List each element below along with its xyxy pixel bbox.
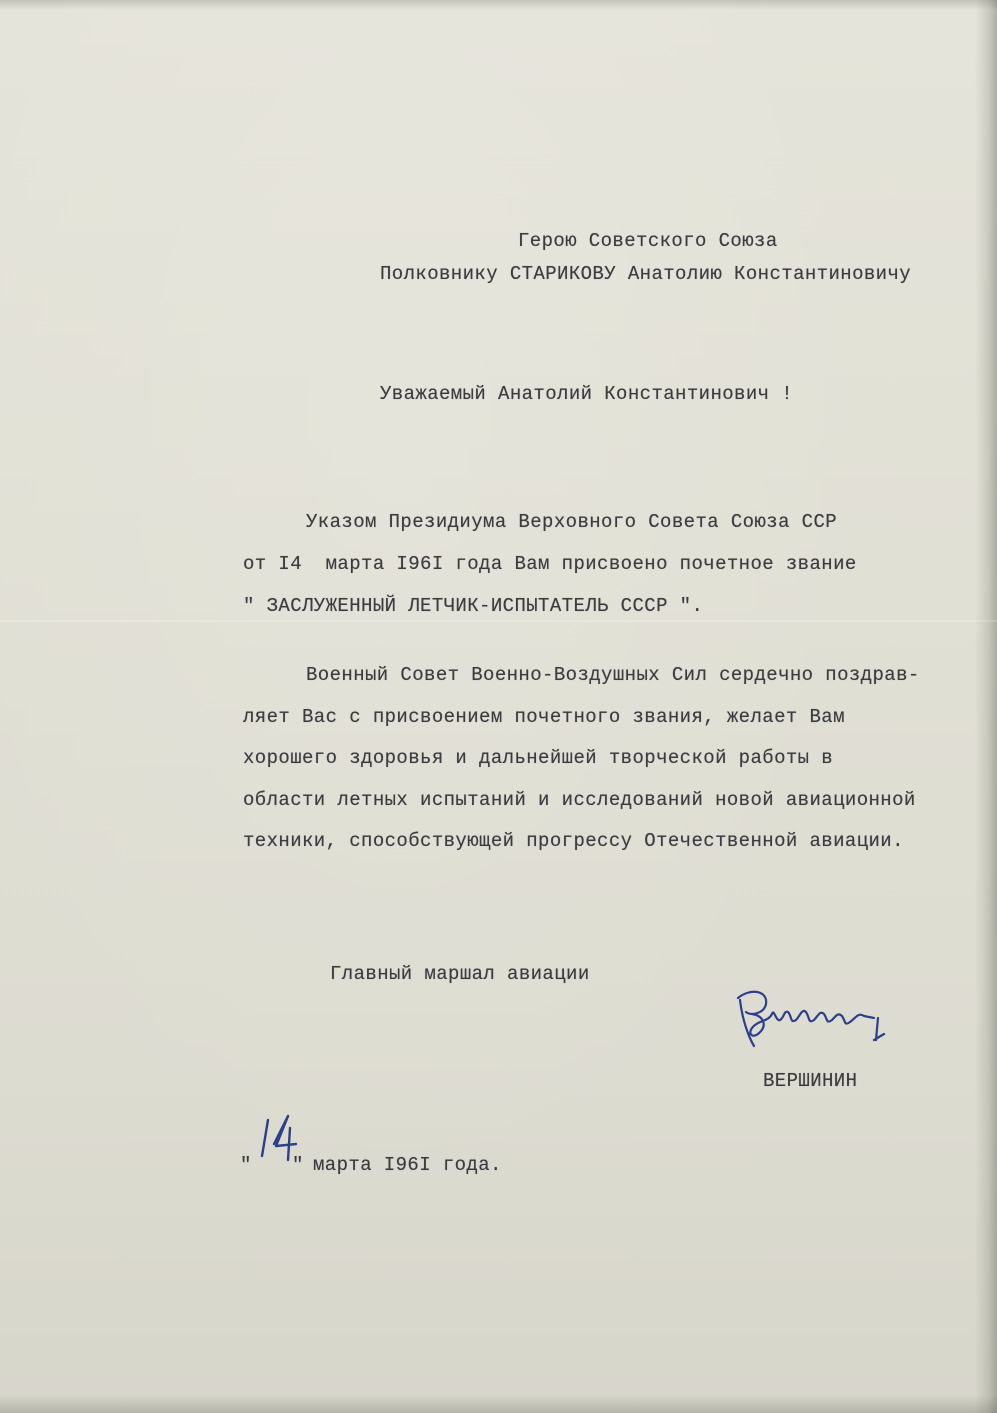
addressee-line-1: Герою Советского Союза bbox=[518, 230, 778, 252]
sender-title: Главный маршал авиации bbox=[330, 963, 590, 985]
addressee-line-2: Полковнику СТАРИКОВУ Анатолию Константиновичу bbox=[380, 263, 912, 285]
paragraph-2-line-1: Военный Совет Военно-Воздушных Сил сердечно поздрав- bbox=[306, 664, 920, 686]
signature-image bbox=[728, 978, 898, 1058]
date-text: марта I96I года. bbox=[313, 1154, 502, 1176]
paragraph-2-line-3: хорошего здоровья и дальнейшей творческой работы в bbox=[243, 747, 834, 769]
paper-right-shadow bbox=[975, 0, 997, 1413]
paragraph-1-line-2: от I4 марта I96I года Вам присвоено почетное звание bbox=[243, 553, 857, 575]
date-close-quote: " bbox=[292, 1154, 304, 1176]
sender-name: ВЕРШИНИН bbox=[763, 1070, 858, 1092]
paragraph-1-line-3: " ЗАСЛУЖЕННЫЙ ЛЕТЧИК-ИСПЫТАТЕЛЬ СССР ". bbox=[243, 595, 704, 617]
salutation: Уважаемый Анатолий Константинович ! bbox=[380, 383, 794, 405]
paper-fold bbox=[0, 620, 997, 622]
paragraph-2-line-2: ляет Вас с присвоением почетного звания, желает Вам bbox=[243, 706, 845, 728]
date-open-quote: " bbox=[240, 1154, 252, 1176]
paragraph-2-line-5: техники, способствующей прогрессу Отечественной авиации. bbox=[243, 830, 904, 852]
paragraph-2-line-4: области летных испытаний и исследований новой авиационной bbox=[243, 789, 916, 811]
paper-bottom-shadow bbox=[0, 1395, 997, 1413]
paper-top-shadow bbox=[0, 0, 997, 10]
paragraph-1-line-1: Указом Президиума Верховного Совета Союза ССР bbox=[306, 511, 838, 533]
